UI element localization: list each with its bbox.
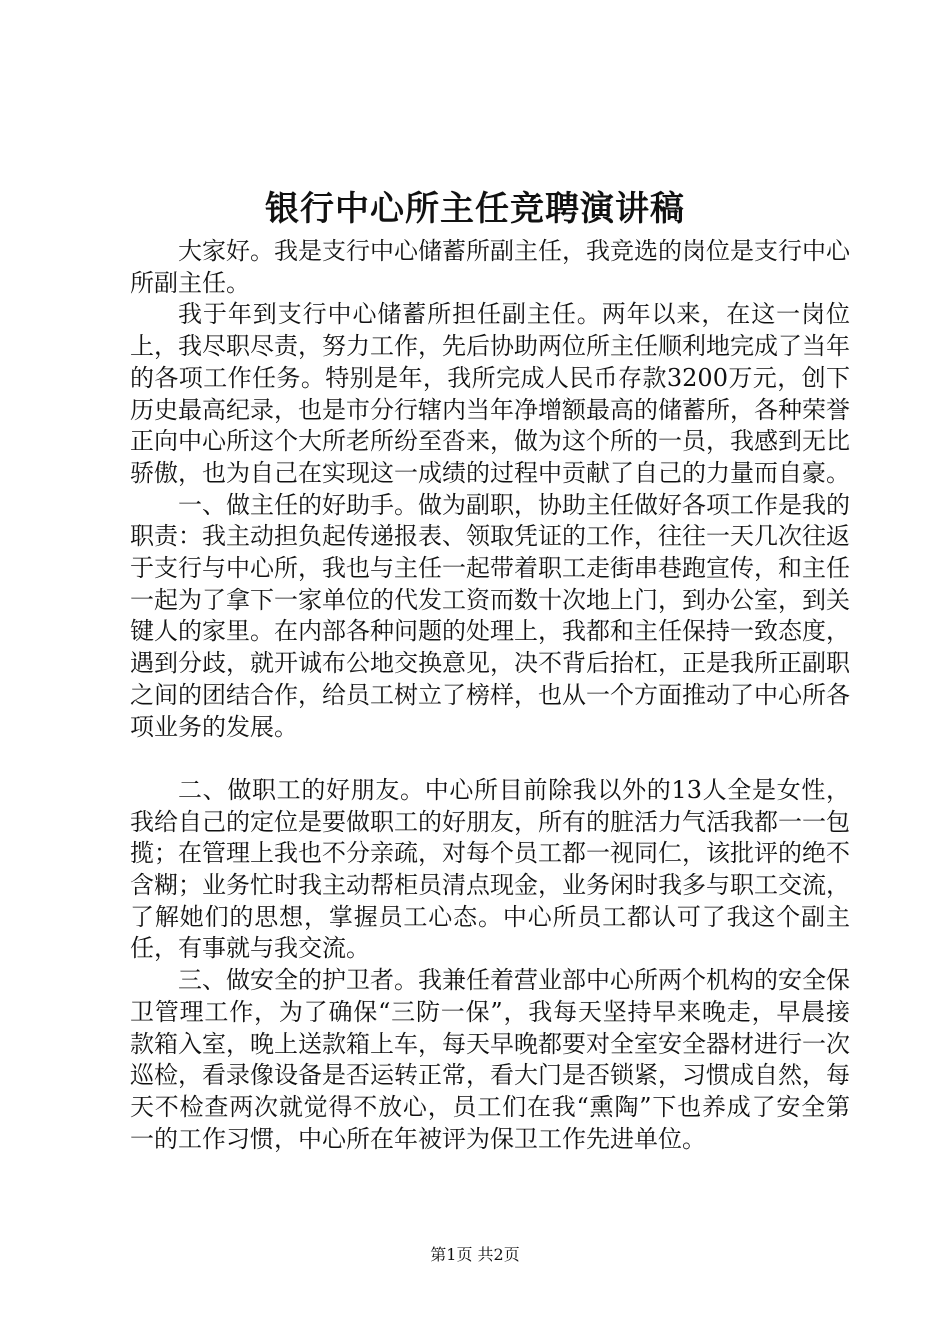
page-footer: 第1页 共2页 <box>430 1245 520 1264</box>
document-body <box>130 236 850 1155</box>
paragraph-background: 我于年到支行中心储蓄所担任副主任。两年以来，在这一岗位上，我尽职尽责，努力工作，先后协助两位所主任顺利地完成了当年的各项工作任务。特别是年，我所完成人民币存款3200万元，创下历史最高纪录，也是市分行辖内当年净增额最高的储蓄所，各种荣誉正向中心所这个大所老所纷至沓来，做为这个所的一员，我感到无比骄傲，也为自己在实现这一成绩的过程中贡献了自己的力量而自豪。 <box>130 300 850 487</box>
paragraph-point-one: 一、做主任的好助手。做为副职，协助主任做好各项工作是我的职责：我主动担负起传递报表、领取凭证的工作，往往一天几次往返于支行与中心所，我也与主任一起带着职工走街串巷跑宣传，和主任一起为了拿下一家单位的代发工资而数十次地上门，到办公室，到关键人的家里。在内部各种问题的处理上，我都和主任保持一致态度，遇到分歧，就开诚布公地交换意见，决不背后抬杠，正是我所正副职之间的团结合作，给员工树立了榜样，也从一个方面推动了中心所各项业务的发展。 <box>130 490 850 741</box>
paragraph-greeting: 大家好。我是支行中心储蓄所副主任，我竞选的岗位是支行中心所副主任。 <box>130 237 850 297</box>
document-title: 银行中心所主任竞聘演讲稿 <box>265 189 685 229</box>
paragraph-point-two: 二、做职工的好朋友。中心所目前除我以外的13人全是女性，我给自己的定位是要做职工的好朋友，所有的脏活力气活我都一一包揽；在管理上我也不分亲疏，对每个员工都一视同仁，该批评的绝不含糊；业务忙时我主动帮柜员清点现金，业务闲时我多与职工交流，了解她们的思想，掌握员工心态。中心所员工都认可了我这个副主任，有事就与我交流。 <box>130 775 850 963</box>
paragraph-point-three: 三、做安全的护卫者。我兼任着营业部中心所两个机构的安全保卫管理工作，为了确保“三防一保”，我每天坚持早来晚走，早晨接款箱入室，晚上送款箱上车，每天早晚都要对全室安全器材进行一次巡检，看录像设备是否运转正常，看大门是否锁紧，习惯成自然，每天不检查两次就觉得不放心，员工们在我“熏陶”下也养成了安全第一的工作习惯，中心所在年被评为保卫工作先进单位。 <box>130 966 850 1153</box>
